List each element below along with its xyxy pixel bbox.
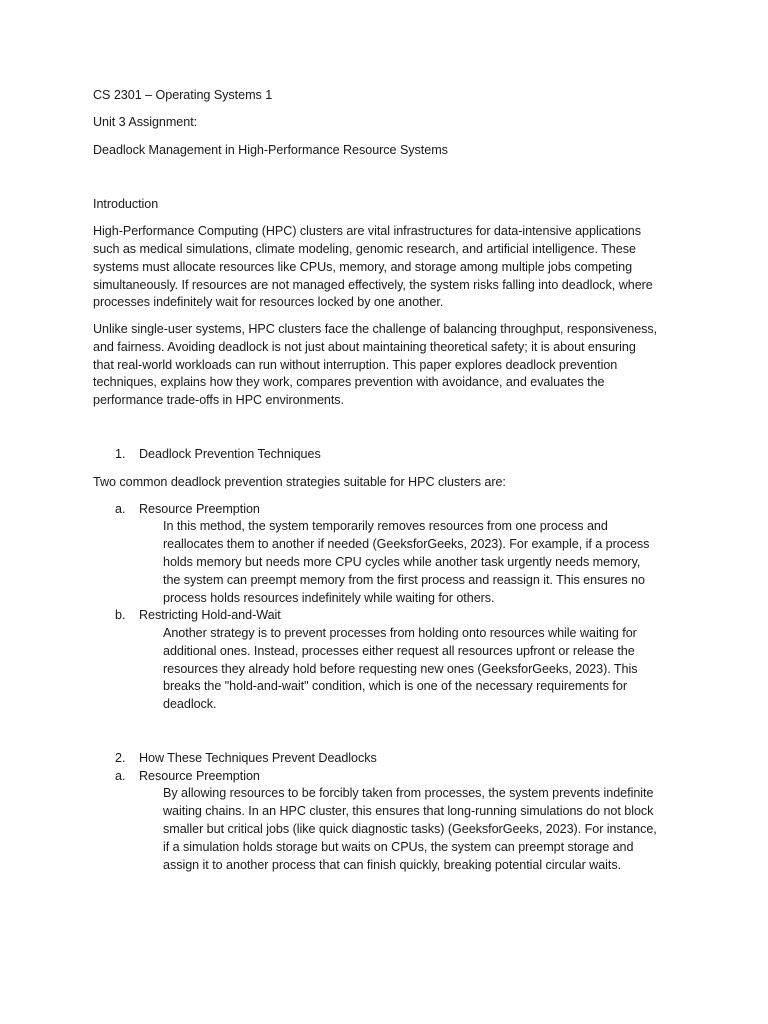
unit-label: Unit 3 Assignment: bbox=[93, 115, 198, 129]
section1-lead: Two common deadlock prevention strategies suitable for HPC clusters are: bbox=[93, 475, 506, 489]
subsection-line: breaks the "hold-and-wait" condition, which is one of the necessary requirements for bbox=[163, 679, 627, 693]
subsection-title: Restricting Hold-and-Wait bbox=[139, 608, 281, 622]
subsection-line: resources they already hold before requesting new ones (GeeksforGeeks, 2023). This bbox=[163, 662, 638, 676]
subsection-title: Resource Preemption bbox=[139, 502, 260, 516]
subsection-line: holds memory but needs more CPU cycles while another task urgently needs memory, bbox=[163, 555, 641, 569]
intro-p1-line: High-Performance Computing (HPC) clusters are vital infrastructures for data-intensive applications bbox=[93, 224, 642, 238]
subsection-line: assign it to another process that can finish quickly, breaking potential circular waits. bbox=[163, 858, 622, 872]
intro-p1-line: processes indefinitely wait for resources locked by one another. bbox=[93, 295, 444, 309]
subsection-line: process holds resources indefinitely while waiting for others. bbox=[163, 591, 495, 605]
section2-number: 2. bbox=[115, 751, 126, 765]
subsection-line: deadlock. bbox=[163, 697, 217, 711]
intro-p2-line: Unlike single-user systems, HPC clusters face the challenge of balancing throughput, responsiveness, bbox=[93, 322, 658, 336]
subsection-line: smaller but critical jobs (like quick diagnostic tasks) (GeeksforGeeks, 2023). For instance, bbox=[163, 822, 657, 836]
intro-p1-line: systems must allocate resources like CPUs, memory, and storage among multiple jobs competing bbox=[93, 260, 633, 274]
subsection-line: In this method, the system temporarily removes resources from one process and bbox=[163, 519, 608, 533]
section1-heading: Deadlock Prevention Techniques bbox=[139, 447, 321, 461]
intro-heading: Introduction bbox=[93, 197, 159, 211]
list-marker: b. bbox=[115, 608, 126, 622]
list-marker: a. bbox=[115, 502, 126, 516]
subsection-line: Another strategy is to prevent processes from holding onto resources while waiting for bbox=[163, 626, 637, 640]
intro-p2-line: performance trade-offs in HPC environments. bbox=[93, 393, 345, 407]
subsection-line: By allowing resources to be forcibly taken from processes, the system prevents indefinite bbox=[163, 786, 654, 800]
list-marker: a. bbox=[115, 769, 126, 783]
subsection-title: Resource Preemption bbox=[139, 769, 260, 783]
intro-p2-line: and fairness. Avoiding deadlock is not just about maintaining theoretical safety; it is about ensuring bbox=[93, 340, 636, 354]
subsection-line: if a simulation holds storage but waits on CPUs, the system can preempt storage and bbox=[163, 840, 634, 854]
section1-number: 1. bbox=[115, 447, 126, 461]
intro-p1-line: such as medical simulations, climate modeling, genomic research, and artificial intelligence. These bbox=[93, 242, 636, 256]
intro-p1-line: simultaneously. If resources are not managed effectively, the system risks falling into deadlock, where bbox=[93, 278, 653, 292]
subsection-line: additional ones. Instead, processes either request all resources upfront or release the bbox=[163, 644, 635, 658]
section2-heading: How These Techniques Prevent Deadlocks bbox=[139, 751, 377, 765]
subsection-line: waiting chains. In an HPC cluster, this ensures that long-running simulations do not block bbox=[163, 804, 654, 818]
subsection-line: reallocates them to another if needed (GeeksforGeeks, 2023). For example, if a process bbox=[163, 537, 650, 551]
course-title: CS 2301 – Operating Systems 1 bbox=[93, 88, 273, 102]
intro-p2-line: techniques, explains how they work, compares prevention with avoidance, and evaluates the bbox=[93, 375, 605, 389]
subsection-line: the system can preempt memory from the first process and reassign it. This ensures no bbox=[163, 573, 645, 587]
intro-p2-line: that real-world workloads can run without interruption. This paper explores deadlock prevention bbox=[93, 358, 618, 372]
paper-title: Deadlock Management in High-Performance Resource Systems bbox=[93, 143, 448, 157]
